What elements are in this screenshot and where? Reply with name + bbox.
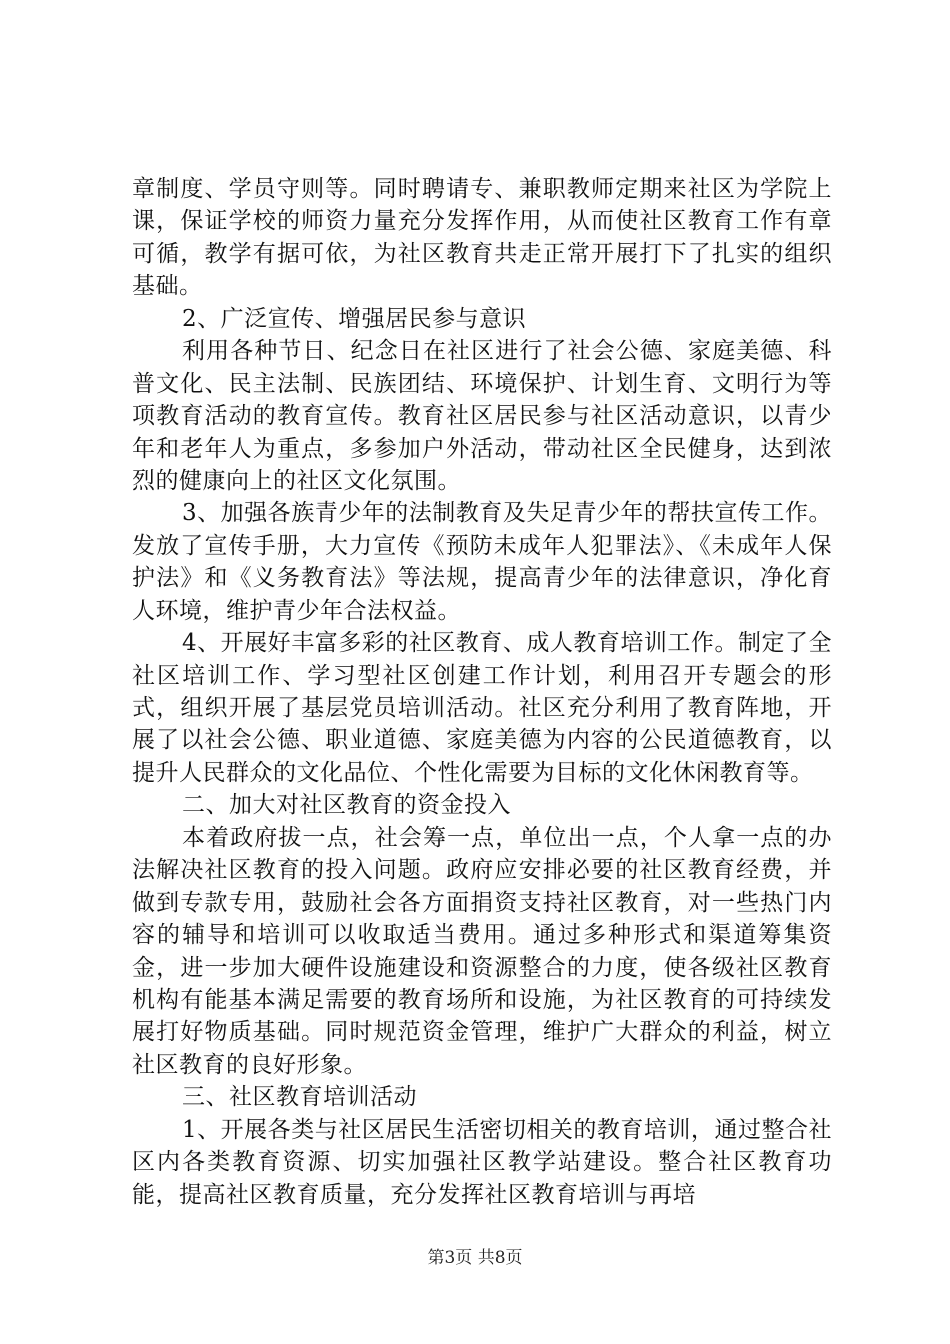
paragraph-3: 利用各种节日、纪念日在社区进行了社会公德、家庭美德、科普文化、民主法制、民族团结、环境保护、计划生育、文明行为等项教育活动的教育宣传。教育社区居民参与社区活动意识，以青少年和老年人为重点，多参加户外活动，带动社区全民健身，达到浓烈的健康向上的社区文化氛围。 <box>132 338 832 494</box>
heading-2-publicity: 2、广泛宣传、增强居民参与意识 <box>182 305 527 332</box>
page-footer: 第3页 共8页 <box>427 1248 523 1268</box>
paragraph-5-training: 4、开展好丰富多彩的社区教育、成人教育培训工作。制定了全社区培训工作、学习型社区创建工作计划，利用召开专题会的形式，组织开展了基层党员培训活动。社区充分利用了教育阵地，开展了以社会公德、职业道德、家庭美德为内容的公民道德教育，以提升人民群众的文化品位、个性化需要为目标的文化休闲教育等。 <box>132 630 832 786</box>
paragraph-7-funding: 本着政府拔一点，社会筹一点，单位出一点，个人拿一点的办法解决社区教育的投入问题。政府应安排必要的社区教育经费，并做到专款专用，鼓励社会各方面捐资支持社区教育，对一些热门内容的辅导和培训可以收取适当费用。通过多种形式和渠道筹集资金，进一步加大硬件设施建设和资源整合的力度，使各级社区教育机构有能基本满足需要的教育场所和设施，为社区教育的可持续发展打好物质基础。同时规范资金管理，维护广大群众的利益，树立社区教育的良好形象。 <box>132 824 832 1078</box>
paragraph-4-legal-education: 3、加强各族青少年的法制教育及失足青少年的帮扶宣传工作。发放了宣传手册，大力宣传《预防未成年人犯罪法》、《未成年人保护法》和《义务教育法》等法规，提高青少年的法律意识，净化育人环境，维护青少年合法权益。 <box>132 500 832 624</box>
paragraph-9-activities: 1、开展各类与社区居民生活密切相关的教育培训，通过整合社区内各类教育资源、切实加强社区教学站建设。整合社区教育功能，提高社区教育质量，充分发挥社区教育培训与再培 <box>132 1116 832 1208</box>
paragraph-1: 章制度、学员守则等。同时聘请专、兼职教师定期来社区为学院上课，保证学校的师资力量充分发挥作用，从而使社区教育工作有章可循，教学有据可依，为社区教育共走正常开展打下了扎实的组织基础。 <box>132 176 832 300</box>
document-body <box>132 173 832 1211</box>
section-heading-2-funding: 二、加大对社区教育的资金投入 <box>182 792 511 819</box>
section-heading-3-activities: 三、社区教育培训活动 <box>182 1084 417 1111</box>
